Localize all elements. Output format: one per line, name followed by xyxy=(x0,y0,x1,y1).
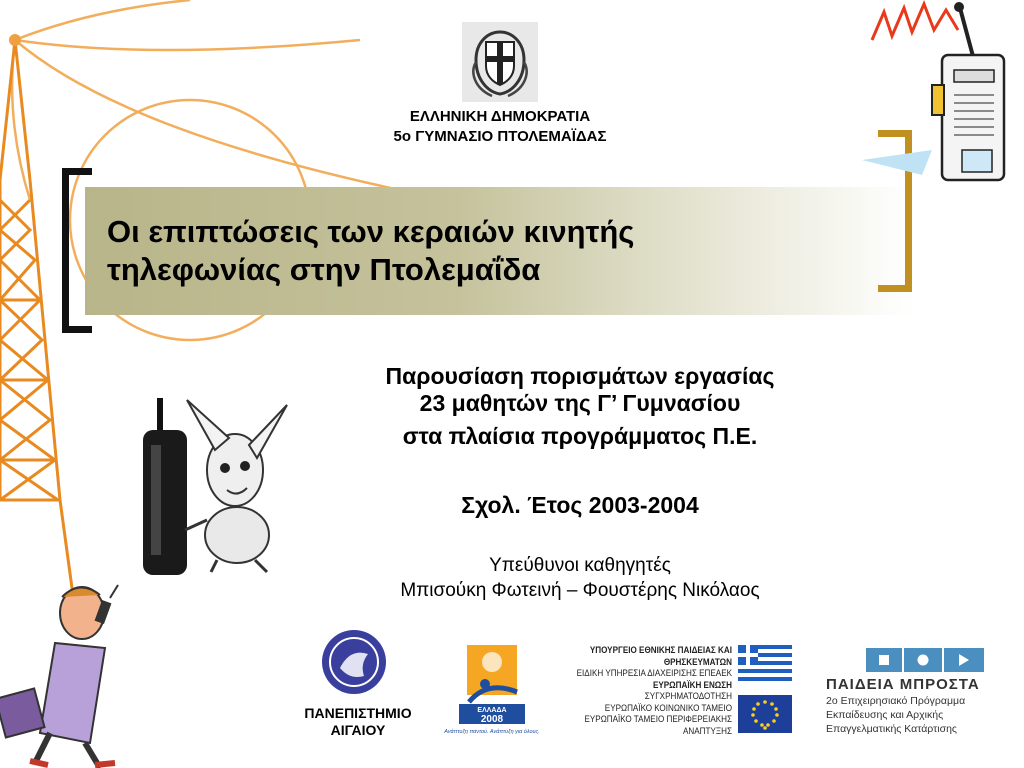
paideia-text xyxy=(826,676,986,736)
greek-flag-icon xyxy=(738,645,792,681)
greece-2008-logo xyxy=(437,640,547,736)
teachers-names: Μπισούκη Φωτεινή – Φουστέρης Νικόλαος xyxy=(400,580,760,601)
university-label xyxy=(283,705,433,739)
paideia-line-1: 2ο Επιχειρησιακό Πρόγραμμα xyxy=(826,695,966,707)
greece-logo-slogan: Ανάπτυξη παντού. Ανάπτυξη για όλους. xyxy=(444,729,540,735)
ministry-line-3: ΕΥΡΩΠΑΪΚΗ ΕΝΩΣΗ xyxy=(652,679,732,690)
university-line-1: ΠΑΝΕΠΙΣΤΗΜΙΟ xyxy=(304,705,412,721)
header-line-2: 5ο ΓΥΜΝΑΣΙΟ ΠΤΟΛΕΜΑΪΔΑΣ xyxy=(393,128,607,145)
ministry-line-2: ΕΙΔΙΚΗ ΥΠΗΡΕΣΙΑ ΔΙΑΧΕΙΡΙΣΗΣ ΕΠΕΑΕΚ xyxy=(576,668,732,678)
ministry-line-5: ΕΥΡΩΠΑΪΚΟ ΚΟΙΝΩΝΙΚΟ ΤΑΜΕΙΟ xyxy=(604,702,732,713)
subtitle-line-1: Παρουσίαση πορισμάτων εργασίας xyxy=(385,363,775,389)
ministry-text xyxy=(574,645,732,737)
school-header xyxy=(300,107,700,147)
paideia-mprosta-logo xyxy=(866,648,984,672)
greek-emblem-icon xyxy=(462,22,538,102)
greece-logo-name: ΕΛΛΑΔΑ xyxy=(477,707,507,714)
header-line-1: ΕΛΛΗΝΙΚΗ ΔΗΜΟΚΡΑΤΙΑ xyxy=(409,108,591,125)
paideia-title: ΠΑΙΔΕΙΑ ΜΠΡΟΣΤΑ xyxy=(826,676,980,693)
walkie-talkie-icon xyxy=(862,0,1024,200)
subtitle-line-3: στα πλαίσια προγράμματος Π.Ε. xyxy=(402,423,758,449)
ministry-line-4: ΣΥΓΧΡΗΜΑΤΟΔΟΤΗΣΗ xyxy=(644,691,732,701)
ministry-line-1: ΥΠΟΥΡΓΕΙΟ ΕΘΝΙΚΗΣ ΠΑΙΔΕΙΑΣ ΚΑΙ ΘΡΗΣΚΕΥΜΑΤΩΝ xyxy=(589,645,732,667)
teachers-block xyxy=(300,553,860,603)
page-title xyxy=(107,213,807,289)
title-line-1: Οι επιπτώσεις των κεραιών κινητής xyxy=(107,214,635,249)
flags-icon xyxy=(738,645,792,735)
cartoon-phone-mouse-icon xyxy=(137,390,302,580)
presentation-subtitle xyxy=(300,363,860,450)
subtitle-line-2: 23 μαθητών της Γ’ Γυμνασίου xyxy=(419,390,741,416)
paideia-line-3: Επαγγελματικής Κατάρτισης xyxy=(826,723,957,735)
paideia-line-2: Εκπαίδευσης και Αρχικής xyxy=(826,709,944,721)
university-line-2: ΑΙΓΑΙΟΥ xyxy=(330,722,386,738)
eu-flag-icon xyxy=(738,695,792,733)
title-line-2: τηλεφωνίας στην Πτολεμαΐδα xyxy=(107,252,541,287)
greece-logo-year: 2008 xyxy=(480,714,504,725)
businessman-phone-icon xyxy=(0,583,145,768)
aegean-university-logo xyxy=(320,628,388,704)
left-bracket xyxy=(62,168,92,333)
ministry-line-6: ΕΥΡΩΠΑΪΚΟ ΤΑΜΕΙΟ ΠΕΡΙΦΕΡΕΙΑΚΗΣ ΑΝΑΠΤΥΞΗΣ xyxy=(584,714,732,736)
teachers-label: Υπεύθυνοι καθηγητές xyxy=(489,555,671,576)
school-year: Σχολ. Έτος 2003-2004 xyxy=(461,492,699,518)
